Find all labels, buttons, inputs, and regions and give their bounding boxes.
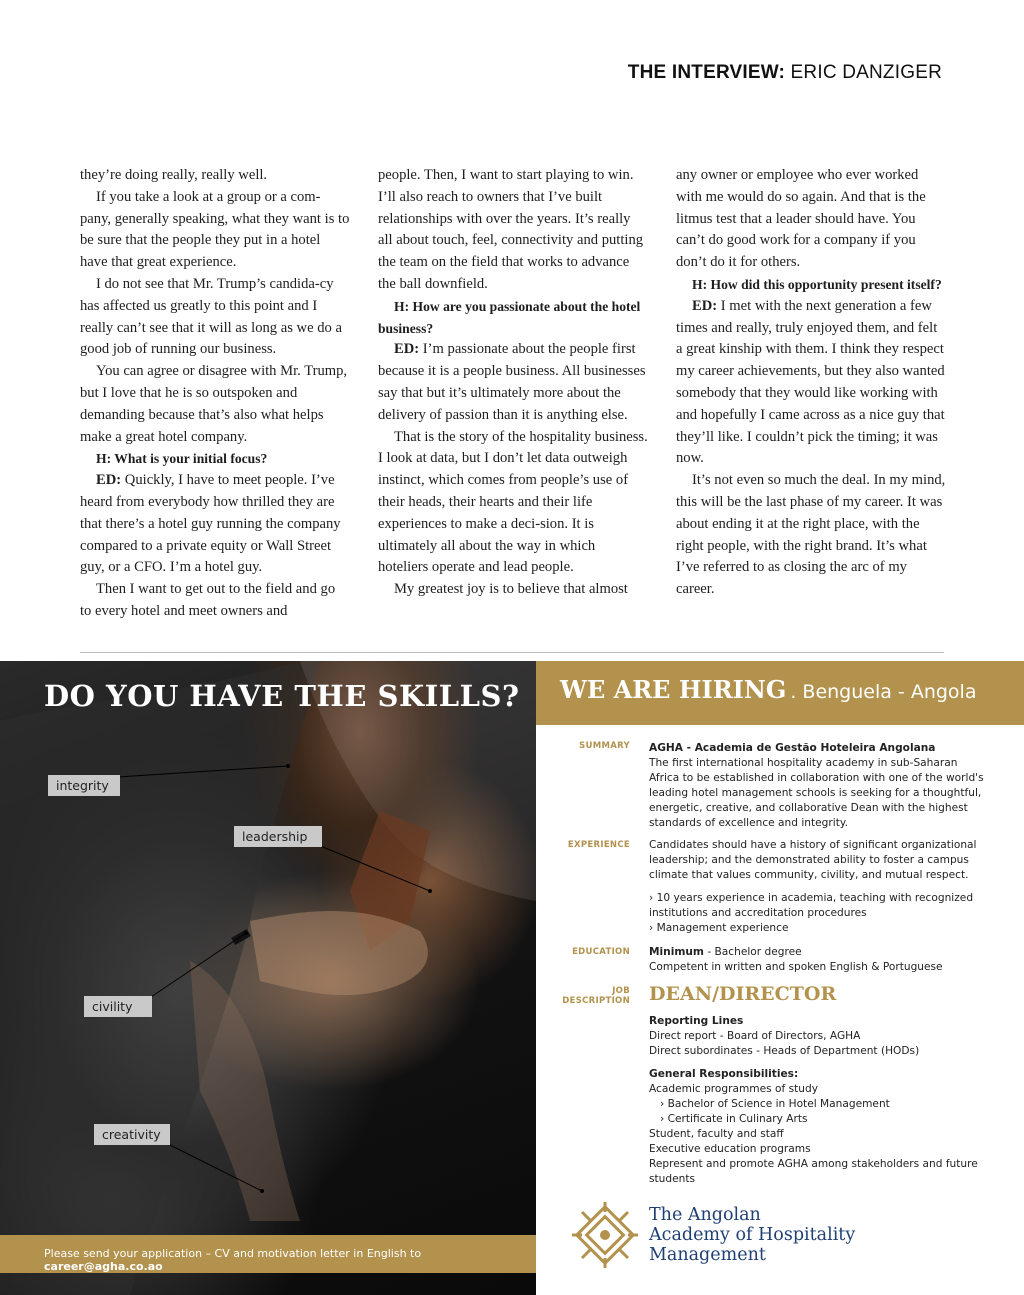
education-minimum: - Bachelor degree: [703, 946, 802, 958]
interview-question: H: How did this opportunity present itself?: [692, 276, 942, 292]
interview-question: H: How are you passionate about the hotel business?: [378, 298, 641, 336]
logo-line: Academy of Hospitality: [649, 1225, 856, 1245]
logo-line: The Angolan: [649, 1205, 761, 1225]
logo-line: Management: [649, 1245, 766, 1265]
responsibility-item: › Bachelor of Science in Hotel Management: [660, 1098, 890, 1110]
responsibility-item: Executive education programs: [649, 1143, 811, 1155]
application-email[interactable]: career@agha.co.ao: [44, 1260, 163, 1273]
academy-logo-text: [649, 1205, 855, 1265]
hiring-banner: [536, 661, 1024, 725]
education-body: [649, 945, 989, 975]
paragraph: any owner or employee who ever worked with me would do so again. And that is the litmus test that a leader should have. You can’t do good work for a company if you don’t do it for others.: [676, 167, 926, 271]
paragraph: My greatest joy is to believe that almost: [394, 581, 628, 598]
hiring-location: . Benguela - Angola: [790, 681, 977, 703]
article-column-1: [80, 165, 350, 623]
job-title: DEAN/DIRECTOR: [649, 983, 837, 1005]
answer-text: I met with the next generation a few times and really, truly enjoyed them, and felt a great kinship with them. I think they respect my career achievements, but they also wanted somebody that they would like working with and hopefully I came across as a nice guy that they’ll like. I couldn’t pick the timing; it was now.: [676, 297, 945, 467]
experience-bullet: › 10 years experience in academia, teaching with recognized institutions and accreditation procedures: [649, 892, 974, 919]
reporting-lines-title: Reporting Lines: [649, 1015, 744, 1027]
job-label-line-1: JOB: [612, 986, 630, 996]
skill-tag-integrity: integrity: [48, 775, 120, 796]
application-instructions: Please send your application – CV and motivation letter in English to: [44, 1247, 422, 1260]
skill-tag-civility: civility: [84, 996, 152, 1017]
hiring-headline: WE ARE HIRING: [560, 675, 787, 704]
answer-text: Quickly, I have to meet people. I’ve heard from everybody how thrilled they are that there’s a hotel guy running the company compared to a private equity or Wall Street guy, or a CFO. I’m a hotel guy.: [80, 472, 341, 576]
reporting-line: Direct report - Board of Directors, AGHA: [649, 1030, 861, 1042]
article-column-3: [676, 165, 946, 601]
education-languages: Competent in written and spoken English & Portuguese: [649, 961, 943, 973]
summary-label: SUMMARY: [579, 741, 630, 751]
job-description-body: [649, 983, 989, 1187]
article-column-2: [378, 165, 648, 601]
academy-name: AGHA - Academia de Gestão Hoteleira Angolana: [649, 742, 936, 754]
responsibility-item: Student, faculty and staff: [649, 1128, 784, 1140]
tag-pointer-lines: [0, 661, 536, 1295]
answer-text: I’m passionate about the people first because it is a people business. All businesses say that but it’s ultimately more about the delivery of passion than it is anything else.: [378, 341, 646, 423]
speaker-initials: ED:: [96, 472, 122, 489]
academy-logo-icon: [568, 1198, 642, 1272]
paragraph: people. Then, I want to start playing to win. I’ll also reach to owners that I’ve built relationships with over the years. It’s really all about touch, feel, connectivity and putting the team on the field that works to advance the ball downfield.: [378, 167, 644, 292]
education-label: EDUCATION: [572, 947, 630, 957]
responsibilities-title: General Responsibilities:: [649, 1068, 799, 1080]
skill-tag-leadership: leadership: [234, 826, 322, 847]
paragraph: It’s not even so much the deal. In my mind, this will be the last phase of my career. It was about ending it at the right place, with the right people, with the right brand. It’s what I’ve referred to as closing the arc of my career.: [676, 472, 946, 598]
summary-body: [649, 741, 989, 831]
skills-photo-ad: [0, 661, 536, 1295]
paragraph: [80, 470, 350, 579]
experience-label: EXPERIENCE: [567, 840, 630, 850]
experience-bullet: › Management experience: [649, 922, 789, 934]
responsibility-item: Academic programmes of study: [649, 1083, 818, 1095]
speaker-initials: ED:: [394, 341, 420, 358]
interview-question: H: What is your initial focus?: [96, 451, 268, 467]
paragraph: If you take a look at a group or a com-pany, generally speaking, what they want is to be sure that the people they put in a hotel have that great experience.: [80, 188, 350, 271]
responsibility-item: › Certificate in Culinary Arts: [660, 1113, 808, 1125]
section-divider: [80, 652, 944, 653]
experience-text: Candidates should have a history of significant organizational leadership; and the demonstrated ability to foster a campus climate that values community, civility, and mutual respect.: [649, 839, 977, 881]
paragraph: That is the story of the hospitality business. I look at data, but I don’t let data outweigh instinct, which comes from people’s use of their heads, their hearts and their life experiences to make a deci-sion. It is ultimately all about the way in which hoteliers operate and lead people.: [378, 428, 648, 576]
skill-tag-creativity: creativity: [94, 1124, 170, 1145]
paragraph: [676, 296, 946, 470]
skills-headline: DO YOU HAVE THE SKILLS?: [44, 679, 520, 713]
job-label-line-2: DESCRIPTION: [562, 996, 630, 1006]
paragraph: You can agree or disagree with Mr. Trump, but I love that he is so outspoken and demanding because that’s also what helps make a great hotel company.: [80, 363, 348, 445]
job-description-label: [554, 986, 630, 1006]
paragraph: I do not see that Mr. Trump’s candida-cy has affected us greatly to this point and I really can’t see that it will as long as we do a good job of running our business.: [80, 275, 342, 358]
hiring-ad: [536, 661, 1024, 1295]
education-minimum-label: Minimum: [649, 946, 704, 958]
application-bar: [0, 1235, 536, 1273]
reporting-line: Direct subordinates - Heads of Department (HODs): [649, 1045, 920, 1057]
header-interviewee: ERIC DANZIGER: [790, 62, 942, 83]
paragraph: [378, 339, 648, 426]
speaker-initials: ED:: [692, 297, 718, 314]
summary-text: The first international hospitality academy in sub-Saharan Africa to be established in collaboration with one of the world's leading hotel management schools is seeking for a thoughtful, energetic, creative, and collaborative Dean with the highest standards of excellence and integrity.: [649, 757, 984, 829]
page-header: [628, 62, 942, 84]
responsibility-item: Represent and promote AGHA among stakeholders and future students: [649, 1158, 978, 1185]
experience-body: [649, 838, 989, 936]
paragraph: Then I want to get out to the field and go to every hotel and meet owners and: [80, 581, 336, 619]
paragraph: they’re doing really, really well.: [80, 167, 268, 183]
header-section: THE INTERVIEW:: [627, 62, 786, 83]
